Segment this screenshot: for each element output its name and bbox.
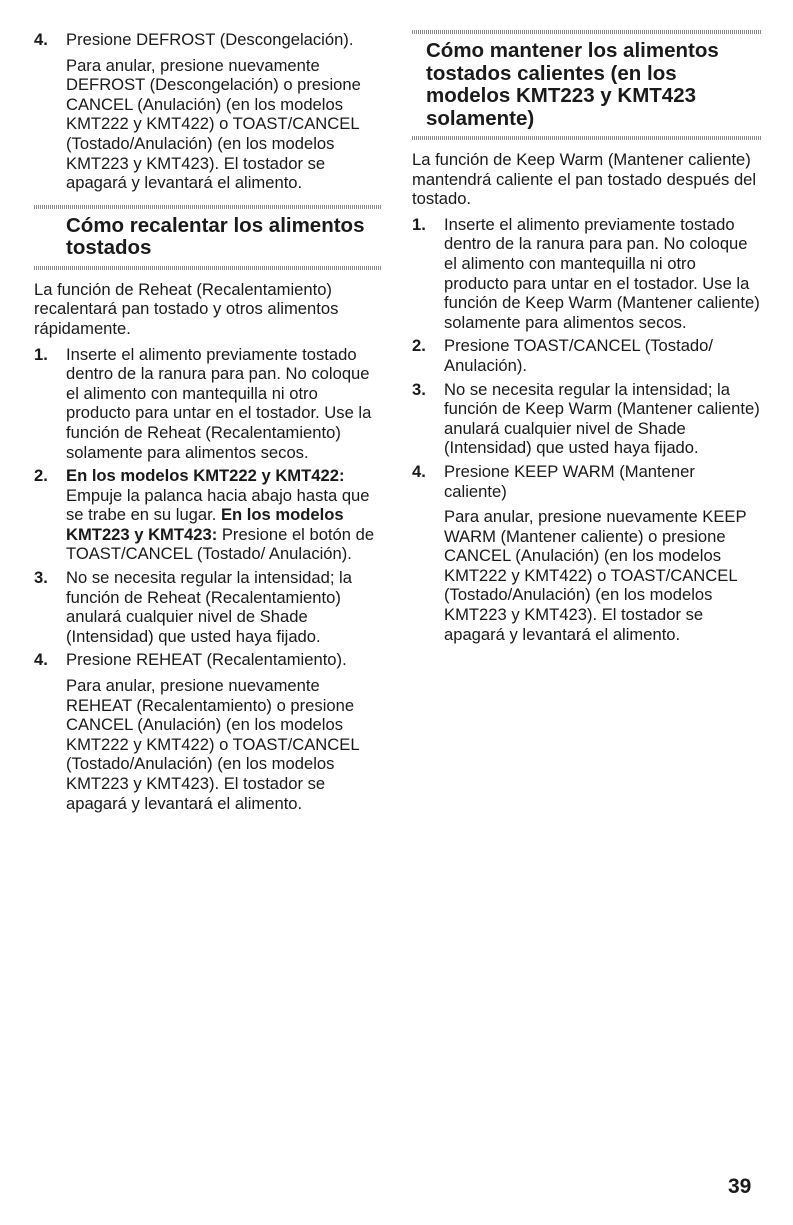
step-note: Para anular, presione nuevamente REHEAT (Recalentamiento) o presione CANCEL (Anulación) (en los modelos KMT222 y KMT422) o TOAST/CANCEL (Tostado/Anulación) (en los modelos KMT223 y KMT423). El tostador se apagará y levantará el alimento. — [66, 676, 359, 813]
keep-warm-intro: La función de Keep Warm (Mantener caliente) mantendrá caliente el pan tostado después del tostado. — [412, 150, 757, 209]
step-text: Inserte el alimento previamente tostado dentro de la ranura para pan. No coloque el alimento con mantequilla ni otro producto para untar en el tostador. Use la función de Keep Warm (Mantener caliente) solamente para alimentos secos. — [444, 214, 760, 332]
step-text: Presione KEEP WARM (Mantener caliente) — [444, 461, 695, 501]
step-text: Inserte el alimento previamente tostado dentro de la ranura para pan. No coloque el alimento con mantequilla ni otro producto para untar en el tostador. Use la función de Reheat (Recalentamiento) solamente para alimentos secos. — [66, 344, 372, 462]
reheat-intro: La función de Reheat (Recalentamiento) recalentará pan tostado y otros alimentos rápidamente. — [34, 279, 339, 338]
step-number: 4. — [34, 30, 48, 49]
keep-warm-heading: Cómo mantener los alimentos tostados calientes (en los modelos KMT223 y KMT423 solamente) — [426, 39, 719, 130]
page-number: 39 — [728, 1175, 752, 1198]
step-text: Presione DEFROST (Descongelación). — [66, 30, 354, 49]
step-text-part-2: Presione el botón de TOAST/CANCEL (Tostado/ Anulación). — [66, 524, 375, 564]
keep-warm-step-2 — [412, 336, 762, 375]
keep-warm-step-4 — [412, 462, 762, 644]
step-number: 2. — [412, 336, 426, 356]
keep-warm-step-1 — [412, 215, 762, 333]
left-column — [34, 30, 382, 817]
step-text-part-1: Empuje la palanca hacia abajo hasta que se trabe en su lugar. — [66, 485, 370, 525]
model-label-1: En los modelos KMT222 y KMT422: — [66, 466, 345, 486]
step-note: Para anular, presione nuevamente KEEP WARM (Mantener caliente) o presione CANCEL (Anulación) (en los modelos KMT222 y KMT422) o TOAST/CANCEL (Tostado/Anulación) (en los modelos KMT223 y KMT423). El tostador se apagará y levantará el alimento. — [444, 507, 747, 644]
reheat-heading: Cómo recalentar los alimentos tostados — [66, 213, 365, 260]
reheat-step-3 — [34, 568, 382, 646]
section-divider-top — [412, 30, 762, 34]
defrost-step-4 — [34, 30, 382, 193]
reheat-step-1 — [34, 345, 382, 463]
step-text: Presione REHEAT (Recalentamiento). — [66, 650, 347, 670]
step-number: 1. — [412, 214, 426, 234]
step-number: 3. — [34, 568, 48, 588]
step-number: 1. — [34, 344, 48, 364]
reheat-step-4 — [34, 650, 382, 813]
step-text: No se necesita regular la intensidad; la función de Keep Warm (Mantener caliente) anulará cualquier nivel de Shade (Intensidad) que usted haya fijado. — [444, 379, 760, 458]
step-number: 3. — [412, 379, 426, 399]
step-text — [66, 466, 382, 564]
step-text: No se necesita regular la intensidad; la función de Reheat (Recalentamiento) anulará cualquier nivel de Shade (Intensidad) que usted haya fijado. — [66, 568, 352, 646]
section-divider-top — [34, 205, 382, 209]
keep-warm-step-3 — [412, 380, 762, 458]
step-note: Para anular, presione nuevamente DEFROST (Descongelación) o presione CANCEL (Anulación) (en los modelos KMT222 y KMT422) o TOAST/CANCEL (Tostado/Anulación) (en los modelos KMT223 y KMT423). El tostador se apagará y levantará el alimento. — [66, 55, 361, 193]
step-number: 4. — [412, 461, 426, 481]
step-number: 2. — [34, 466, 48, 486]
model-label-2: En los modelos KMT223 y KMT423: — [66, 505, 344, 544]
reheat-step-2 — [34, 466, 382, 564]
step-number: 4. — [34, 650, 48, 670]
step-text: Presione TOAST/CANCEL (Tostado/ Anulación). — [444, 336, 713, 375]
right-column — [412, 30, 762, 648]
